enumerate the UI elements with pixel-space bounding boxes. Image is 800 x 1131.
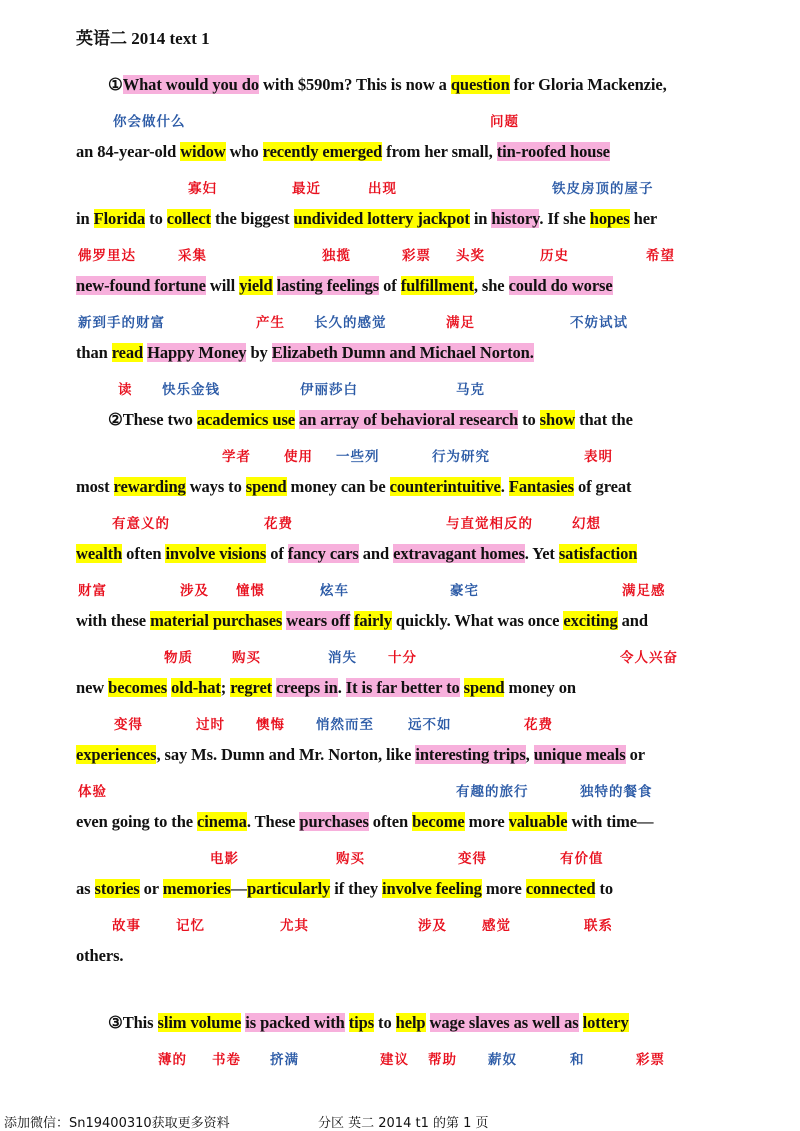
chinese-gloss: 和 xyxy=(570,1052,585,1068)
text-segment: to xyxy=(518,410,540,429)
chinese-gloss: 你会做什么 xyxy=(113,114,186,130)
text-segment: . Yet xyxy=(524,544,559,563)
text-segment: others. xyxy=(76,946,124,965)
chinese-gloss: 彩票 xyxy=(402,248,431,264)
highlighted-phrase: creeps in xyxy=(276,678,338,697)
highlighted-phrase: material purchases xyxy=(150,611,283,630)
highlighted-phrase: memories xyxy=(162,879,231,898)
chinese-gloss: 与直觉相反的 xyxy=(446,516,533,532)
text-segment: . These xyxy=(246,812,300,831)
highlighted-phrase: become xyxy=(412,812,465,831)
highlighted-phrase: is packed with xyxy=(245,1013,345,1032)
text-segment: if they xyxy=(330,879,383,898)
chinese-gloss: 采集 xyxy=(178,248,207,264)
text-segment: from her small, xyxy=(382,142,497,161)
chinese-gloss: 寡妇 xyxy=(188,181,217,197)
text-line xyxy=(76,544,637,564)
chinese-gloss: 读 xyxy=(118,382,133,398)
highlighted-phrase: involve visions xyxy=(165,544,267,563)
text-segment: and xyxy=(358,544,394,563)
text-segment: often xyxy=(368,812,413,831)
chinese-gloss: 令人兴奋 xyxy=(620,650,678,666)
highlighted-phrase: undivided lottery jackpot xyxy=(293,209,470,228)
chinese-gloss: 出现 xyxy=(368,181,397,197)
chinese-gloss: 懊悔 xyxy=(256,717,285,733)
chinese-gloss: 薪奴 xyxy=(488,1052,517,1068)
text-segment: more xyxy=(464,812,509,831)
chinese-gloss: 独揽 xyxy=(322,248,351,264)
highlighted-phrase: spend xyxy=(245,477,287,496)
highlighted-phrase: regret xyxy=(230,678,273,697)
text-segment: who xyxy=(225,142,263,161)
text-segment: the biggest xyxy=(210,209,294,228)
text-segment: or xyxy=(625,745,645,764)
chinese-gloss: 远不如 xyxy=(408,717,452,733)
highlighted-phrase: becomes xyxy=(108,678,168,697)
highlighted-phrase: satisfaction xyxy=(558,544,638,563)
chinese-gloss: 物质 xyxy=(164,650,193,666)
highlighted-phrase: purchases xyxy=(299,812,369,831)
highlighted-phrase: slim volume xyxy=(157,1013,242,1032)
text-line xyxy=(76,477,631,497)
text-segment: an 84-year-old xyxy=(76,142,181,161)
text-segment: new xyxy=(76,678,109,697)
chinese-gloss: 使用 xyxy=(284,449,313,465)
chinese-gloss: 头奖 xyxy=(456,248,485,264)
chinese-gloss: 问题 xyxy=(490,114,519,130)
chinese-gloss: 购买 xyxy=(336,851,365,867)
text-segment: , she xyxy=(473,276,509,295)
chinese-gloss: 行为研究 xyxy=(432,449,490,465)
highlighted-phrase: new-found fortune xyxy=(76,276,206,295)
highlighted-phrase: tips xyxy=(348,1013,375,1032)
text-line xyxy=(76,611,648,631)
chinese-gloss: 过时 xyxy=(196,717,225,733)
chinese-gloss: 体验 xyxy=(78,784,107,800)
chinese-gloss: 最近 xyxy=(292,181,321,197)
chinese-gloss: 满足 xyxy=(446,315,475,331)
chinese-gloss: 十分 xyxy=(388,650,417,666)
text-line xyxy=(108,75,667,95)
text-segment xyxy=(426,1013,430,1032)
text-line xyxy=(76,812,653,832)
chinese-gloss: 帮助 xyxy=(428,1052,457,1068)
chinese-gloss: 铁皮房顶的屋子 xyxy=(552,181,654,197)
chinese-gloss: 变得 xyxy=(114,717,143,733)
text-line xyxy=(76,142,610,162)
page-title: 英语二 2014 text 1 xyxy=(76,29,210,48)
highlighted-phrase: stories xyxy=(94,879,140,898)
text-segment: of xyxy=(266,544,288,563)
chinese-gloss: 悄然而至 xyxy=(316,717,374,733)
text-segment: to xyxy=(595,879,614,898)
text-segment: to xyxy=(145,209,167,228)
text-segment: in xyxy=(76,209,94,228)
highlighted-phrase: show xyxy=(539,410,576,429)
text-segment: with $590m? This is now a xyxy=(259,75,451,94)
chinese-gloss: 消失 xyxy=(328,650,357,666)
text-segment: of great xyxy=(573,477,632,496)
highlighted-phrase: academics use xyxy=(196,410,296,429)
highlighted-phrase: exciting xyxy=(563,611,618,630)
chinese-gloss: 马克 xyxy=(456,382,485,398)
text-segment: her xyxy=(629,209,658,228)
chinese-gloss: 花费 xyxy=(524,717,553,733)
highlighted-phrase: lasting feelings xyxy=(276,276,380,295)
text-line xyxy=(76,209,657,229)
highlighted-phrase: question xyxy=(450,75,510,94)
footer-contact: 添加微信：Sn19400310获取更多资料 xyxy=(4,1116,230,1131)
highlighted-phrase: rewarding xyxy=(113,477,186,496)
text-segment: most xyxy=(76,477,114,496)
chinese-gloss: 新到手的财富 xyxy=(78,315,165,331)
text-segment: for Gloria Mackenzie, xyxy=(509,75,667,94)
chinese-gloss: 长久的感觉 xyxy=(314,315,387,331)
text-segment: ②These two xyxy=(108,410,197,429)
chinese-gloss: 佛罗里达 xyxy=(78,248,136,264)
chinese-gloss: 挤满 xyxy=(270,1052,299,1068)
chinese-gloss: 变得 xyxy=(458,851,487,867)
highlighted-phrase: Happy Money xyxy=(147,343,247,362)
chinese-gloss: 尤其 xyxy=(280,918,309,934)
highlighted-phrase: could do worse xyxy=(508,276,613,295)
chinese-gloss: 一些列 xyxy=(336,449,380,465)
chinese-gloss: 涉及 xyxy=(180,583,209,599)
text-segment: to xyxy=(374,1013,396,1032)
chinese-gloss: 故事 xyxy=(112,918,141,934)
text-segment: in xyxy=(469,209,492,228)
chinese-gloss: 彩票 xyxy=(636,1052,665,1068)
text-segment: quickly. What was once xyxy=(391,611,564,630)
text-segment: of xyxy=(379,276,401,295)
text-segment: than xyxy=(76,343,112,362)
text-segment: ③This xyxy=(108,1013,158,1032)
chinese-gloss: 薄的 xyxy=(158,1052,187,1068)
chinese-gloss: 联系 xyxy=(584,918,613,934)
highlighted-phrase: connected xyxy=(525,879,596,898)
text-segment: money on xyxy=(504,678,576,697)
text-segment: by xyxy=(246,343,272,362)
highlighted-phrase: fancy cars xyxy=(287,544,359,563)
text-segment: . If she xyxy=(539,209,590,228)
text-line xyxy=(76,946,123,966)
chinese-gloss: 记忆 xyxy=(176,918,205,934)
text-segment: or xyxy=(139,879,163,898)
chinese-gloss: 独特的餐食 xyxy=(580,784,653,800)
highlighted-phrase: help xyxy=(395,1013,426,1032)
highlighted-phrase: Florida xyxy=(93,209,146,228)
chinese-gloss: 购买 xyxy=(232,650,261,666)
highlighted-phrase: What would you do xyxy=(122,75,260,94)
text-segment: . xyxy=(337,678,346,697)
chinese-gloss: 快乐金钱 xyxy=(162,382,220,398)
chinese-gloss: 花费 xyxy=(264,516,293,532)
chinese-gloss: 炫车 xyxy=(320,583,349,599)
highlighted-phrase: counterintuitive xyxy=(389,477,501,496)
chinese-gloss: 感觉 xyxy=(482,918,511,934)
text-segment: , say Ms. Dumn and Mr. Norton, like xyxy=(156,745,416,764)
highlighted-phrase: widow xyxy=(180,142,226,161)
highlighted-phrase: extravagant homes xyxy=(393,544,525,563)
text-segment: ① xyxy=(108,75,123,94)
highlighted-phrase: experiences xyxy=(76,745,157,764)
text-segment: even going to the xyxy=(76,812,198,831)
text-segment: ways to xyxy=(185,477,246,496)
text-segment: money can be xyxy=(286,477,390,496)
highlighted-phrase: Elizabeth Dumn and Michael Norton. xyxy=(271,343,534,362)
highlighted-phrase: wage slaves as well as xyxy=(429,1013,579,1032)
highlighted-phrase: interesting trips xyxy=(415,745,526,764)
text-segment: that the xyxy=(575,410,633,429)
text-segment: more xyxy=(481,879,526,898)
text-segment: and xyxy=(617,611,648,630)
highlighted-phrase: involve feeling xyxy=(382,879,482,898)
text-segment: . xyxy=(500,477,509,496)
chinese-gloss: 不妨试试 xyxy=(570,315,628,331)
chinese-gloss: 幻想 xyxy=(572,516,601,532)
text-line xyxy=(76,343,534,363)
text-segment: will xyxy=(205,276,240,295)
highlighted-phrase: It is far better to xyxy=(345,678,460,697)
text-line xyxy=(108,410,633,430)
chinese-gloss: 豪宅 xyxy=(450,583,479,599)
highlighted-phrase: old-hat xyxy=(171,678,221,697)
highlighted-phrase: particularly xyxy=(247,879,331,898)
chinese-gloss: 有趣的旅行 xyxy=(456,784,529,800)
highlighted-phrase: valuable xyxy=(508,812,568,831)
chinese-gloss: 产生 xyxy=(256,315,285,331)
highlighted-phrase: fulfillment xyxy=(400,276,474,295)
text-segment: as xyxy=(76,879,95,898)
chinese-gloss: 表明 xyxy=(584,449,613,465)
footer-page-label: 分区 英二 2014 t1 的第 1 页 xyxy=(318,1116,489,1131)
highlighted-phrase: tin-roofed house xyxy=(496,142,610,161)
text-line xyxy=(76,879,613,899)
highlighted-phrase: yield xyxy=(239,276,273,295)
chinese-gloss: 有意义的 xyxy=(112,516,170,532)
text-line xyxy=(76,678,576,698)
highlighted-phrase: spend xyxy=(463,678,505,697)
highlighted-phrase: wears off xyxy=(286,611,350,630)
chinese-gloss: 希望 xyxy=(646,248,675,264)
text-segment: with time— xyxy=(567,812,654,831)
text-line xyxy=(76,276,613,296)
chinese-gloss: 满足感 xyxy=(622,583,666,599)
highlighted-phrase: cinema xyxy=(197,812,247,831)
text-segment: with these xyxy=(76,611,151,630)
chinese-gloss: 电影 xyxy=(210,851,239,867)
chinese-gloss: 学者 xyxy=(222,449,251,465)
highlighted-phrase: hopes xyxy=(589,209,630,228)
chinese-gloss: 有价值 xyxy=(560,851,604,867)
highlighted-phrase: recently emerged xyxy=(262,142,383,161)
text-segment: , xyxy=(525,745,534,764)
highlighted-phrase: fairly xyxy=(354,611,392,630)
highlighted-phrase: history xyxy=(491,209,540,228)
chinese-gloss: 憧憬 xyxy=(236,583,265,599)
highlighted-phrase: wealth xyxy=(76,544,123,563)
highlighted-phrase: Fantasies xyxy=(508,477,574,496)
chinese-gloss: 伊丽莎白 xyxy=(300,382,358,398)
text-segment: ; xyxy=(220,678,231,697)
highlighted-phrase: lottery xyxy=(582,1013,629,1032)
chinese-gloss: 书卷 xyxy=(212,1052,241,1068)
highlighted-phrase: an array of behavioral research xyxy=(299,410,519,429)
chinese-gloss: 建议 xyxy=(380,1052,409,1068)
highlighted-phrase: collect xyxy=(166,209,211,228)
highlighted-phrase: read xyxy=(111,343,144,362)
chinese-gloss: 财富 xyxy=(78,583,107,599)
text-line xyxy=(76,745,645,765)
highlighted-phrase: unique meals xyxy=(533,745,626,764)
chinese-gloss: 涉及 xyxy=(418,918,447,934)
text-segment: often xyxy=(122,544,166,563)
text-line xyxy=(108,1013,629,1033)
chinese-gloss: 历史 xyxy=(540,248,569,264)
text-segment: — xyxy=(230,879,248,898)
